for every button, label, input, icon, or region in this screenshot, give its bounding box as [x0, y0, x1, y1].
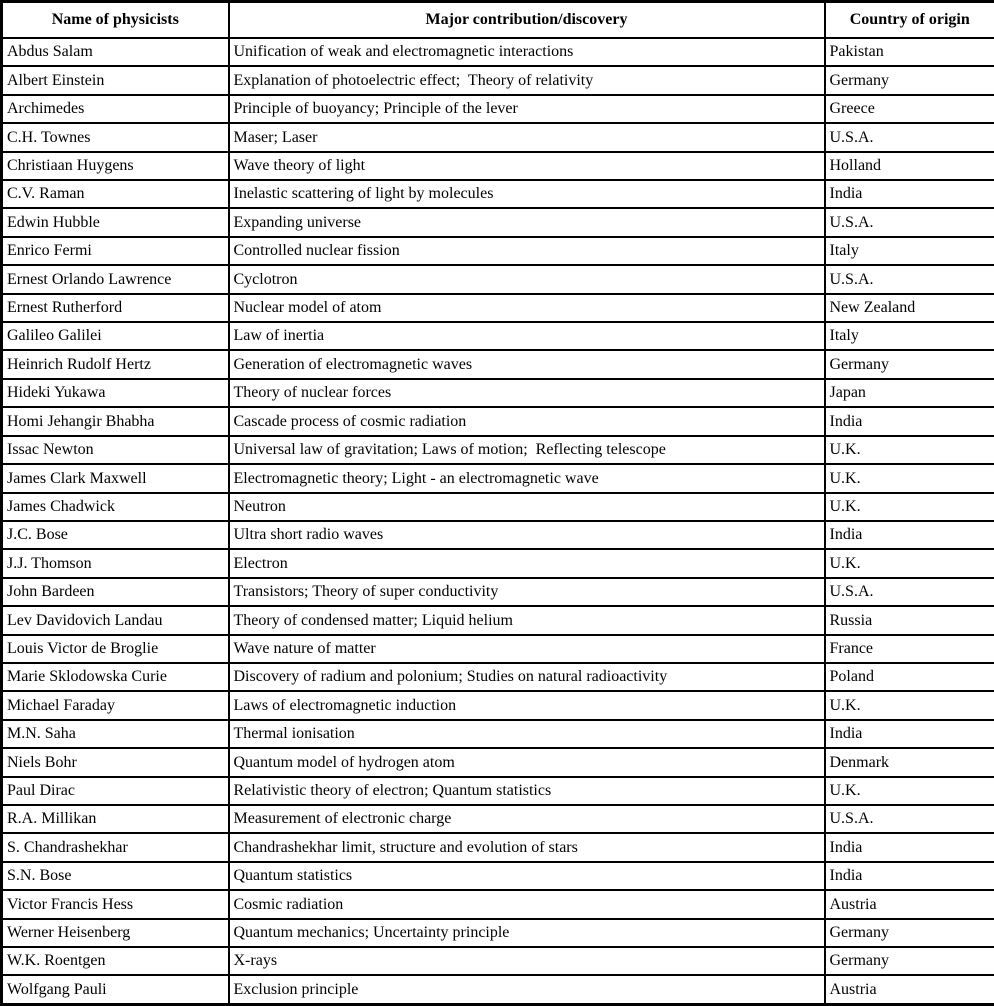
cell-contribution: Ultra short radio waves — [229, 521, 825, 549]
cell-contribution: Exclusion principle — [229, 975, 825, 1004]
table-row — [2, 777, 994, 805]
table-row — [2, 663, 994, 691]
cell-country: India — [825, 862, 994, 890]
table-row — [2, 635, 994, 663]
cell-country: U.S.A. — [825, 265, 994, 293]
table-row — [2, 436, 994, 464]
cell-contribution: Generation of electromagnetic waves — [229, 350, 825, 378]
cell-physicist-name: J.C. Bose — [2, 521, 229, 549]
cell-physicist-name: Christiaan Huygens — [2, 152, 229, 180]
cell-contribution: Discovery of radium and polonium; Studies on natural radioactivity — [229, 663, 825, 691]
cell-contribution: Explanation of photoelectric effect; Theory of relativity — [229, 66, 825, 94]
cell-country: U.K. — [825, 436, 994, 464]
table-row — [2, 350, 994, 378]
cell-country: France — [825, 635, 994, 663]
table-row — [2, 208, 994, 236]
cell-physicist-name: Albert Einstein — [2, 66, 229, 94]
cell-country: Denmark — [825, 748, 994, 776]
cell-country: U.K. — [825, 549, 994, 577]
cell-physicist-name: Archimedes — [2, 95, 229, 123]
table-row — [2, 66, 994, 94]
table-row — [2, 294, 994, 322]
cell-country: Russia — [825, 606, 994, 634]
cell-country: Austria — [825, 890, 994, 918]
table-row — [2, 748, 994, 776]
cell-physicist-name: Wolfgang Pauli — [2, 975, 229, 1004]
cell-country: Greece — [825, 95, 994, 123]
cell-country: New Zealand — [825, 294, 994, 322]
cell-physicist-name: Enrico Fermi — [2, 237, 229, 265]
cell-contribution: Theory of condensed matter; Liquid helium — [229, 606, 825, 634]
cell-contribution: Wave nature of matter — [229, 635, 825, 663]
cell-physicist-name: W.K. Roentgen — [2, 947, 229, 975]
table-row — [2, 237, 994, 265]
cell-country: Germany — [825, 919, 994, 947]
cell-physicist-name: C.V. Raman — [2, 180, 229, 208]
column-header-country: Country of origin — [825, 2, 994, 39]
cell-country: Germany — [825, 66, 994, 94]
column-header-name: Name of physicists — [2, 2, 229, 39]
table-row — [2, 947, 994, 975]
cell-contribution: Quantum statistics — [229, 862, 825, 890]
cell-country: U.S.A. — [825, 123, 994, 151]
cell-physicist-name: Abdus Salam — [2, 38, 229, 66]
cell-contribution: Relativistic theory of electron; Quantum statistics — [229, 777, 825, 805]
cell-country: India — [825, 407, 994, 435]
table-row — [2, 805, 994, 833]
header-row — [2, 2, 994, 39]
cell-country: Pakistan — [825, 38, 994, 66]
cell-contribution: X-rays — [229, 947, 825, 975]
cell-country: U.S.A. — [825, 805, 994, 833]
column-header-contribution: Major contribution/discovery — [229, 2, 825, 39]
cell-contribution: Cosmic radiation — [229, 890, 825, 918]
table-row — [2, 578, 994, 606]
cell-country: Italy — [825, 322, 994, 350]
table-row — [2, 549, 994, 577]
cell-country: India — [825, 180, 994, 208]
table-row — [2, 407, 994, 435]
cell-physicist-name: James Chadwick — [2, 493, 229, 521]
cell-physicist-name: Victor Francis Hess — [2, 890, 229, 918]
cell-country: Japan — [825, 379, 994, 407]
cell-physicist-name: John Bardeen — [2, 578, 229, 606]
cell-country: India — [825, 521, 994, 549]
table-row — [2, 606, 994, 634]
cell-physicist-name: Michael Faraday — [2, 691, 229, 719]
table-row — [2, 152, 994, 180]
cell-contribution: Law of inertia — [229, 322, 825, 350]
cell-physicist-name: Louis Victor de Broglie — [2, 635, 229, 663]
table-row — [2, 691, 994, 719]
cell-contribution: Electromagnetic theory; Light - an electromagnetic wave — [229, 464, 825, 492]
cell-physicist-name: Hideki Yukawa — [2, 379, 229, 407]
table-row — [2, 833, 994, 861]
cell-contribution: Wave theory of light — [229, 152, 825, 180]
cell-country: India — [825, 720, 994, 748]
cell-physicist-name: S. Chandrashekhar — [2, 833, 229, 861]
cell-physicist-name: James Clark Maxwell — [2, 464, 229, 492]
cell-physicist-name: Ernest Orlando Lawrence — [2, 265, 229, 293]
cell-physicist-name: Marie Sklodowska Curie — [2, 663, 229, 691]
cell-country: U.S.A. — [825, 578, 994, 606]
cell-physicist-name: Niels Bohr — [2, 748, 229, 776]
cell-contribution: Quantum mechanics; Uncertainty principle — [229, 919, 825, 947]
table-row — [2, 975, 994, 1004]
cell-contribution: Thermal ionisation — [229, 720, 825, 748]
table-row — [2, 265, 994, 293]
cell-physicist-name: Heinrich Rudolf Hertz — [2, 350, 229, 378]
cell-contribution: Measurement of electronic charge — [229, 805, 825, 833]
cell-country: Austria — [825, 975, 994, 1004]
cell-contribution: Unification of weak and electromagnetic interactions — [229, 38, 825, 66]
cell-physicist-name: Issac Newton — [2, 436, 229, 464]
cell-contribution: Transistors; Theory of super conductivity — [229, 578, 825, 606]
table-row — [2, 180, 994, 208]
table-row — [2, 890, 994, 918]
cell-country: Germany — [825, 350, 994, 378]
cell-physicist-name: Homi Jehangir Bhabha — [2, 407, 229, 435]
cell-physicist-name: Galileo Galilei — [2, 322, 229, 350]
table-row — [2, 38, 994, 66]
cell-country: Holland — [825, 152, 994, 180]
cell-physicist-name: Edwin Hubble — [2, 208, 229, 236]
cell-physicist-name: Ernest Rutherford — [2, 294, 229, 322]
cell-country: India — [825, 833, 994, 861]
table-row — [2, 521, 994, 549]
cell-physicist-name: Werner Heisenberg — [2, 919, 229, 947]
table-body — [2, 38, 994, 1005]
cell-country: U.K. — [825, 493, 994, 521]
cell-contribution: Neutron — [229, 493, 825, 521]
table-row — [2, 919, 994, 947]
cell-physicist-name: J.J. Thomson — [2, 549, 229, 577]
cell-contribution: Chandrashekhar limit, structure and evolution of stars — [229, 833, 825, 861]
cell-contribution: Nuclear model of atom — [229, 294, 825, 322]
table-row — [2, 862, 994, 890]
cell-physicist-name: C.H. Townes — [2, 123, 229, 151]
cell-country: Italy — [825, 237, 994, 265]
cell-country: Germany — [825, 947, 994, 975]
cell-contribution: Controlled nuclear fission — [229, 237, 825, 265]
cell-contribution: Principle of buoyancy; Principle of the lever — [229, 95, 825, 123]
cell-contribution: Theory of nuclear forces — [229, 379, 825, 407]
cell-contribution: Expanding universe — [229, 208, 825, 236]
cell-contribution: Inelastic scattering of light by molecules — [229, 180, 825, 208]
cell-contribution: Cascade process of cosmic radiation — [229, 407, 825, 435]
cell-contribution: Maser; Laser — [229, 123, 825, 151]
table-row — [2, 322, 994, 350]
cell-physicist-name: M.N. Saha — [2, 720, 229, 748]
table-row — [2, 493, 994, 521]
table-row — [2, 379, 994, 407]
table-row — [2, 464, 994, 492]
cell-physicist-name: Paul Dirac — [2, 777, 229, 805]
cell-country: Poland — [825, 663, 994, 691]
cell-physicist-name: S.N. Bose — [2, 862, 229, 890]
cell-contribution: Cyclotron — [229, 265, 825, 293]
table-row — [2, 720, 994, 748]
cell-contribution: Electron — [229, 549, 825, 577]
table-row — [2, 95, 994, 123]
table-row — [2, 123, 994, 151]
cell-contribution: Laws of electromagnetic induction — [229, 691, 825, 719]
cell-country: U.S.A. — [825, 208, 994, 236]
cell-physicist-name: R.A. Millikan — [2, 805, 229, 833]
cell-physicist-name: Lev Davidovich Landau — [2, 606, 229, 634]
cell-country: U.K. — [825, 777, 994, 805]
cell-country: U.K. — [825, 691, 994, 719]
cell-country: U.K. — [825, 464, 994, 492]
cell-contribution: Quantum model of hydrogen atom — [229, 748, 825, 776]
cell-contribution: Universal law of gravitation; Laws of motion; Reflecting telescope — [229, 436, 825, 464]
